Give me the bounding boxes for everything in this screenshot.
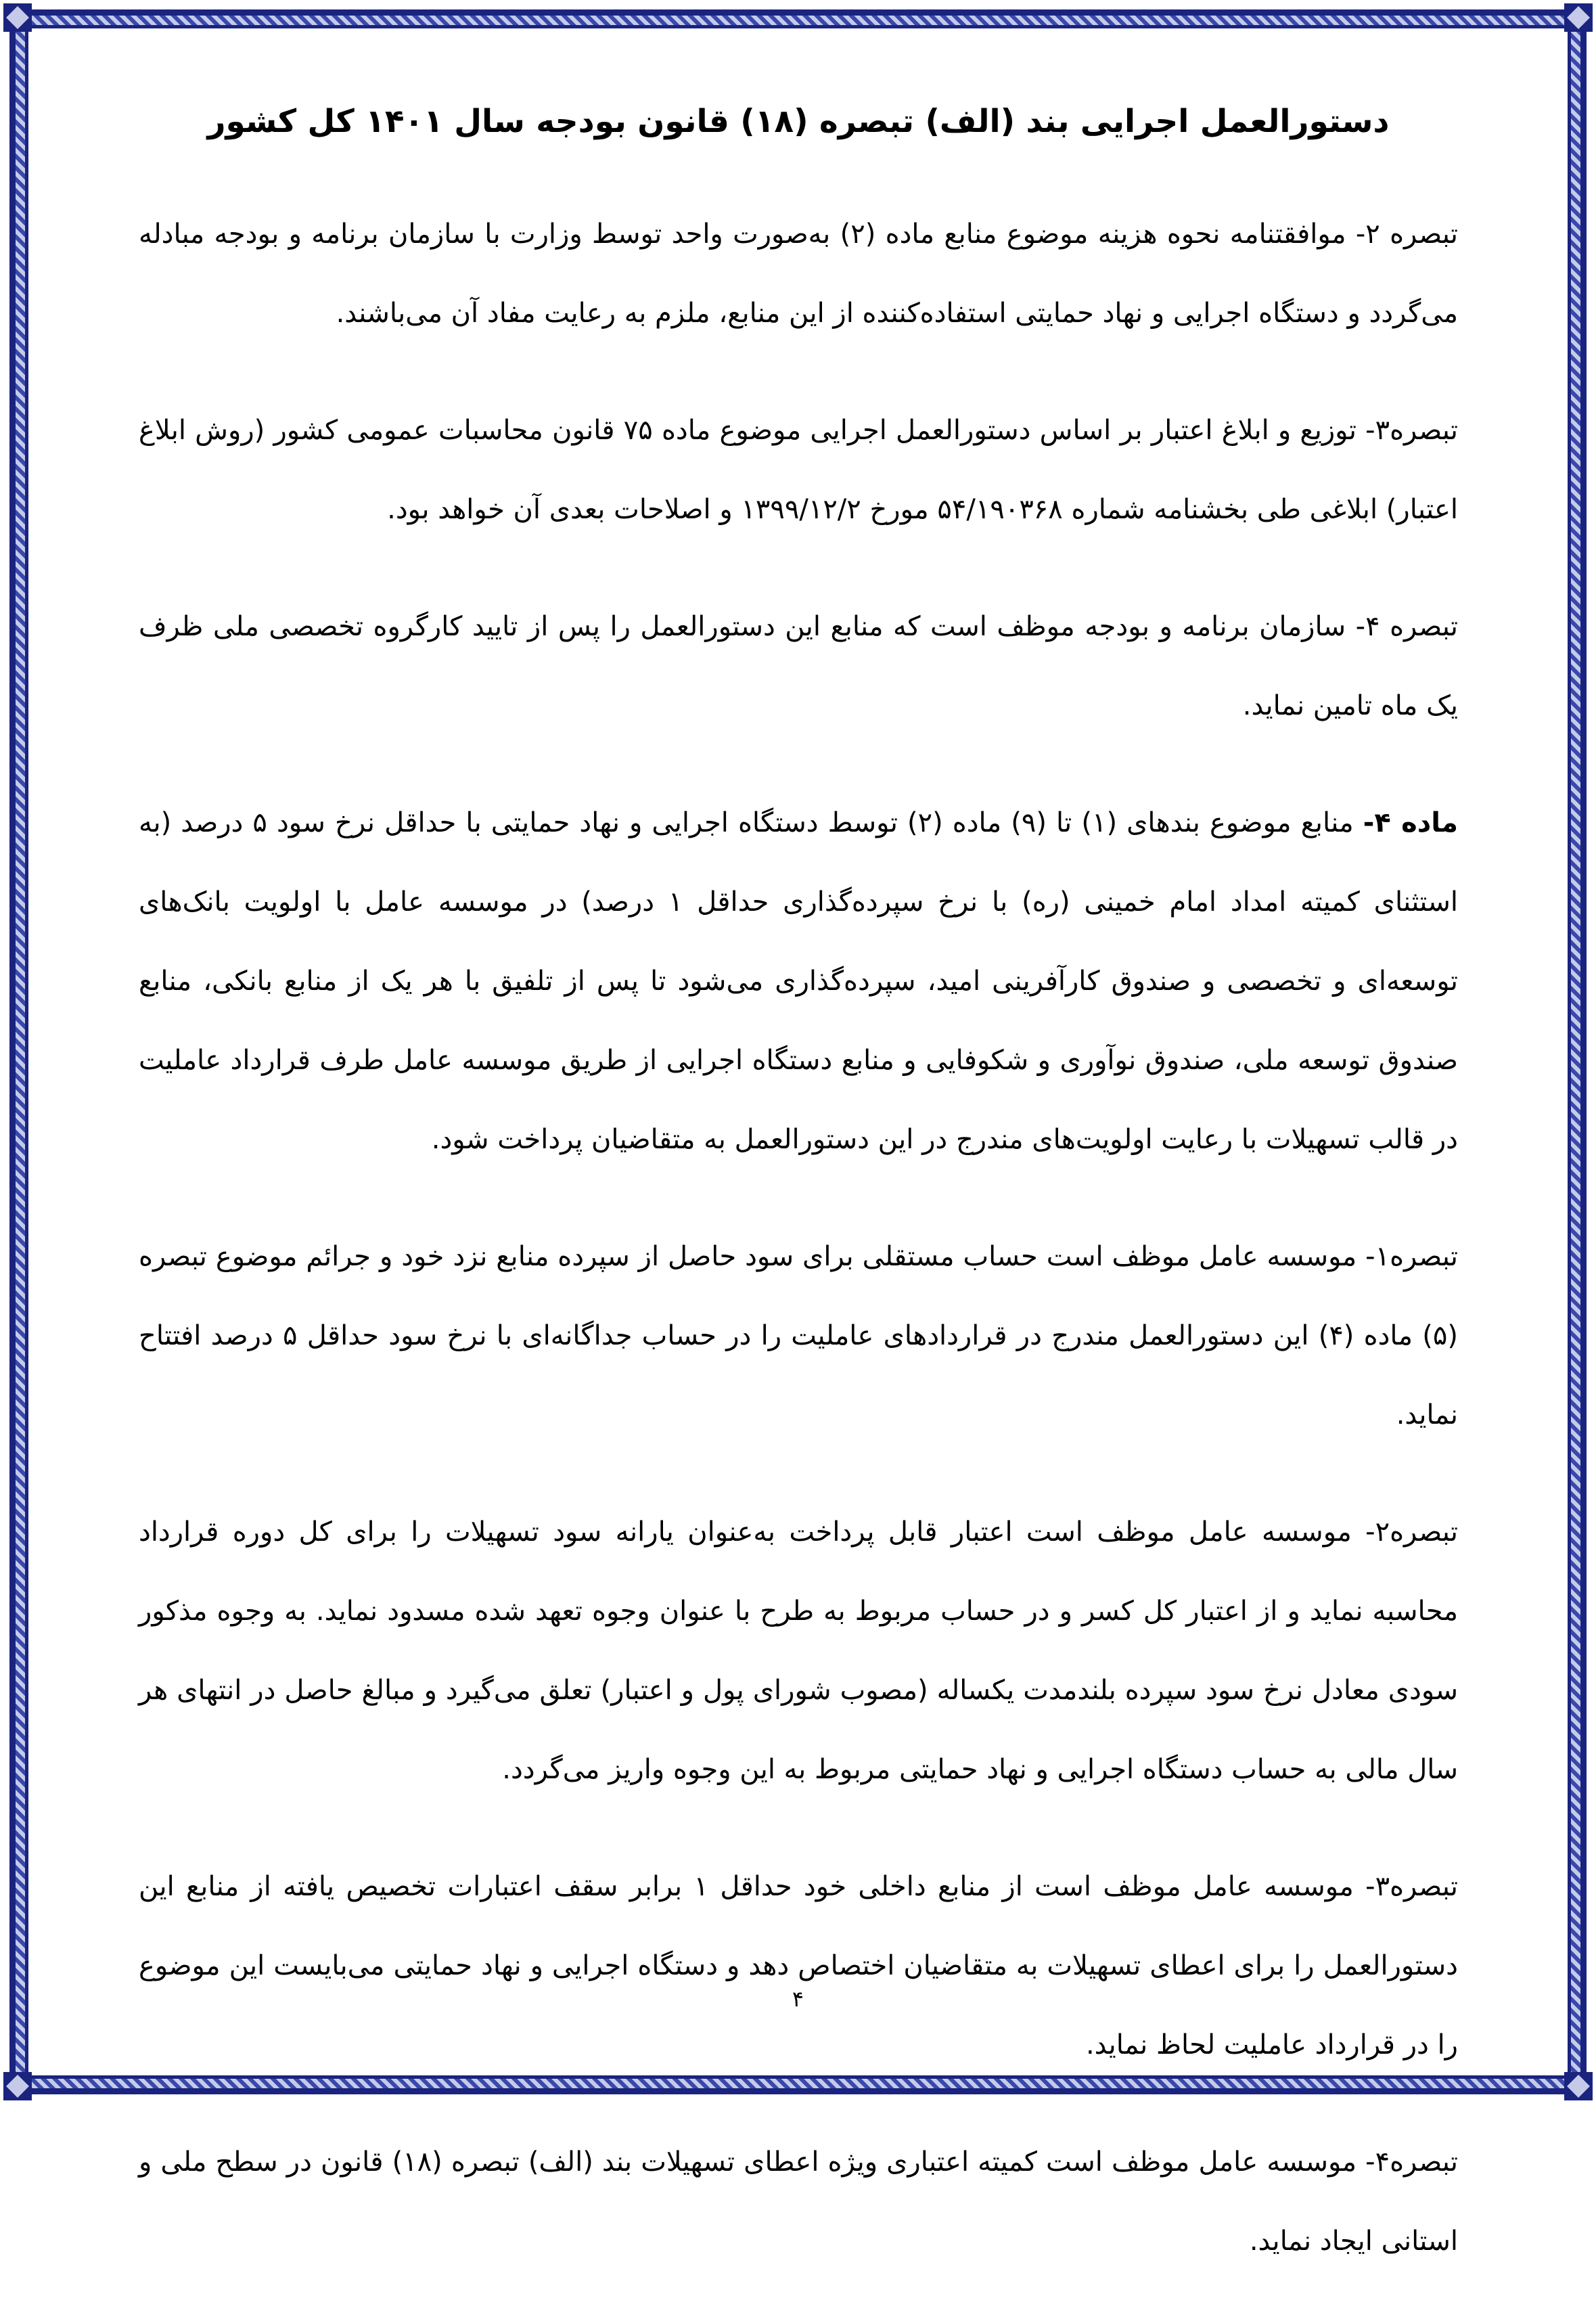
paragraph-text: تبصره۴- موسسه عامل موظف است کمیته اعتباری ویژه اعطای تسهیلات بند (الف) تبصره (۱۸) قانون در سطح ملی و استانی ایجاد نماید. bbox=[139, 2146, 1459, 2257]
corner-ornament-icon bbox=[1564, 2072, 1593, 2100]
paragraph-article-4-note-2 bbox=[139, 1493, 1458, 1809]
paragraph-note-3 bbox=[139, 391, 1458, 549]
page-number: ۴ bbox=[792, 1986, 804, 2012]
paragraph-article-4-note-4 bbox=[139, 2123, 1458, 2281]
article-heading: ماده ۴- bbox=[1363, 807, 1459, 838]
document-title: دستورالعمل اجرایی بند (الف) تبصره (۱۸) قانون بودجه سال ۱۴۰۱ کل کشور bbox=[207, 103, 1390, 140]
paragraph-text: تبصره۳- توزیع و ابلاغ اعتبار بر اساس دستورالعمل اجرایی موضوع ماده ۷۵ قانون محاسبات عمومی کشور (روش ابلاغ اعتبار) ابلاغی طی بخشنامه شماره ۵۴/۱۹۰۳۶۸ مورخ ۱۳۹۹/۱۲/۲ و اصلاحات بعدی آن خواهد بود. bbox=[139, 415, 1459, 525]
paragraph-text: تبصره۲- موسسه عامل موظف است اعتبار قابل پرداخت به‌عنوان یارانه سود تسهیلات را برای کل دوره قرارداد محاسبه نماید و از اعتبار کل کسر و در حساب مربوط به طرح با عنوان وجوه تعهد شده مسدود نماید. به وجوه مذکور سودی معادل نرخ سود سپرده بلندمدت یکساله (مصوب شورای پول و اعتبار) تعلق می‌گیرد و مبالغ حاصل در انتهای هر سال مالی به حساب دستگاه اجرایی و نهاد حمایتی مربوط به این وجوه واریز می‌گردد. bbox=[139, 1516, 1458, 1785]
corner-ornament-icon bbox=[1564, 3, 1593, 32]
paragraph-text: تبصره ۲- موافقتنامه نحوه هزینه موضوع منابع ماده (۲) به‌صورت واحد توسط وزارت با سازمان برنامه و بودجه مبادله می‌گردد و دستگاه اجرایی و نهاد حمایتی استفاده‌کننده از این منابع، ملزم به رعایت مفاد آن می‌باشند. bbox=[139, 219, 1458, 329]
paragraph-text: منابع موضوع بندهای (۱) تا (۹) ماده (۲) توسط دستگاه اجرایی و نهاد حمایتی با حداقل نرخ سود ۵ درصد (به استثنای کمیته امداد امام خمینی (ره) با نرخ سپرده‌گذاری حداقل ۱ درصد) در موسسه عامل با اولویت بانک‌های توسعه‌ای و تخصصی و صندوق کارآفرینی امید، سپرده‌گذاری می‌شود تا پس از تلفیق با هر یک از منابع بانکی، منابع صندوق توسعه ملی، صندوق نوآوری و شکوفایی و منابع دستگاه اجرایی از طریق موسسه عامل طرف قرارداد عاملیت در قالب تسهیلات با رعایت اولویت‌های مندرج در این دستورالعمل به متقاضیان پرداخت شود. bbox=[139, 807, 1458, 1155]
paragraph-note-2 bbox=[139, 195, 1458, 353]
corner-ornament-icon bbox=[3, 2072, 32, 2100]
paragraph-article-4 bbox=[139, 784, 1458, 1179]
paragraph-text: تبصره ۴- سازمان برنامه و بودجه موظف است که منابع این دستورالعمل را پس از تایید کارگروه تخصصی ملی ظرف یک ماه تامین نماید. bbox=[139, 611, 1458, 721]
paragraph-text: تبصره۳- موسسه عامل موظف است از منابع داخلی خود حداقل ۱ برابر سقف اعتبارات تخصیص یافته از منابع این دستورالعمل را برای اعطای تسهیلات به متقاضیان اختصاص دهد و دستگاه اجرایی و نهاد حمایتی می‌بایست این موضوع را در قرارداد عاملیت لحاظ نماید. bbox=[139, 1871, 1458, 2061]
corner-ornament-icon bbox=[3, 3, 32, 32]
paragraph-note-4 bbox=[139, 587, 1458, 746]
paragraph-article-4-note-3 bbox=[139, 1847, 1458, 2085]
paragraph-text: تبصره۱- موسسه عامل موظف است حساب مستقلی برای سود حاصل از سپرده منابع نزد خود و جرائم موضوع تبصره (۵) ماده (۴) این دستورالعمل مندرج در قراردادهای عاملیت را در حساب جداگانه‌ای با نرخ سود حداقل ۵ درصد افتتاح نماید. bbox=[139, 1241, 1459, 1431]
paragraph-article-4-note-1 bbox=[139, 1217, 1458, 1455]
